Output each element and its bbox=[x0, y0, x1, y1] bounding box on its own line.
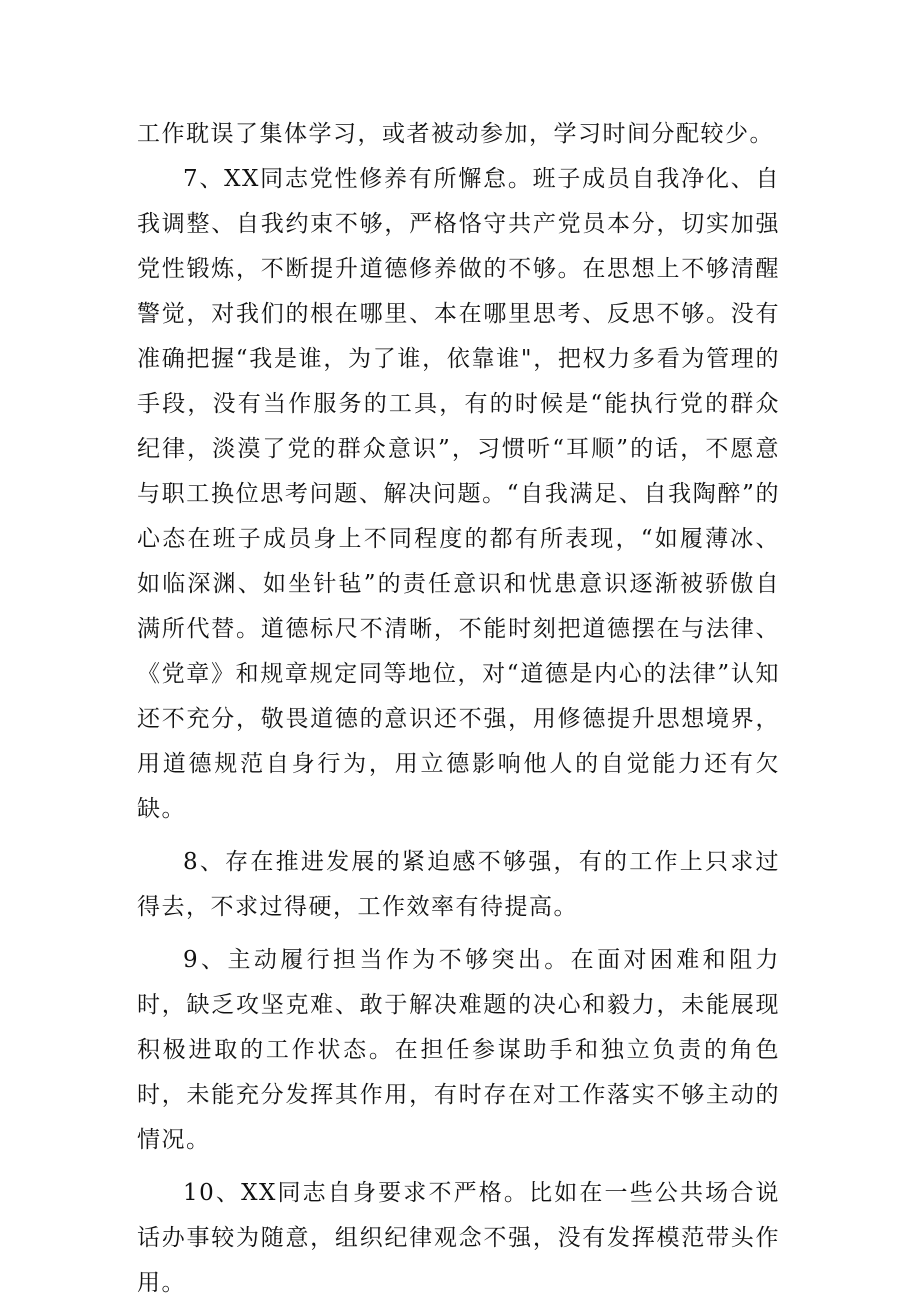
paragraph-item-9: 9、主动履行担当作为不够突出。在面对困难和阻力时，缺乏攻坚克难、敢于解决难题的决心和毅力，未能展现积极进取的工作状态。在担任参谋助手和独立负责的角色时，未能充分发挥其作用，有时存在对工作落实不够主动的情况。 bbox=[137, 947, 780, 1153]
paragraph-item-7: 7、XX同志党性修养有所懈怠。班子成员自我净化、自我调整、自我约束不够，严格恪守共产党员本分，切实加强党性锻炼，不断提升道德修养做的不够。在思想上不够清醒警觉，对我们的根在哪里、本在哪里思考、反思不够。没有准确把握“我是谁，为了谁，依靠谁"，把权力多看为管理的手段，没有当作服务的工具，有的时候是“能执行党的群众纪律，淡漠了党的群众意识”，习惯听“耳顺”的话，不愿意与职工换位思考问题、解决问题。“自我满足、自我陶醉”的心态在班子成员身上不同程度的都有所表现，“如履薄冰、如临深渊、如坐针毡”的责任意识和忧患意识逐渐被骄傲自满所代替。道德标尺不清晰，不能时刻把道德摆在与法律、《党章》和规章规定同等地位，对“道德是内心的法律”认知还不充分，敬畏道德的意识还不强，用修德提升思想境界，用道德规范自身行为，用立德影响他人的自觉能力还有欠缺。 bbox=[137, 166, 780, 822]
paragraph-item-10: 10、XX同志自身要求不严格。比如在一些公共场合说话办事较为随意，组织纪律观念不强，没有发挥模范带头作用。 bbox=[137, 1180, 780, 1296]
paragraph-continuation: 工作耽误了集体学习，或者被动参加，学习时间分配较少。 bbox=[137, 121, 774, 147]
document-body bbox=[137, 112, 780, 1306]
paragraph-item-8: 8、存在推进发展的紧迫感不够强，有的工作上只求过得去，不求过得硬，工作效率有待提高。 bbox=[137, 849, 780, 920]
